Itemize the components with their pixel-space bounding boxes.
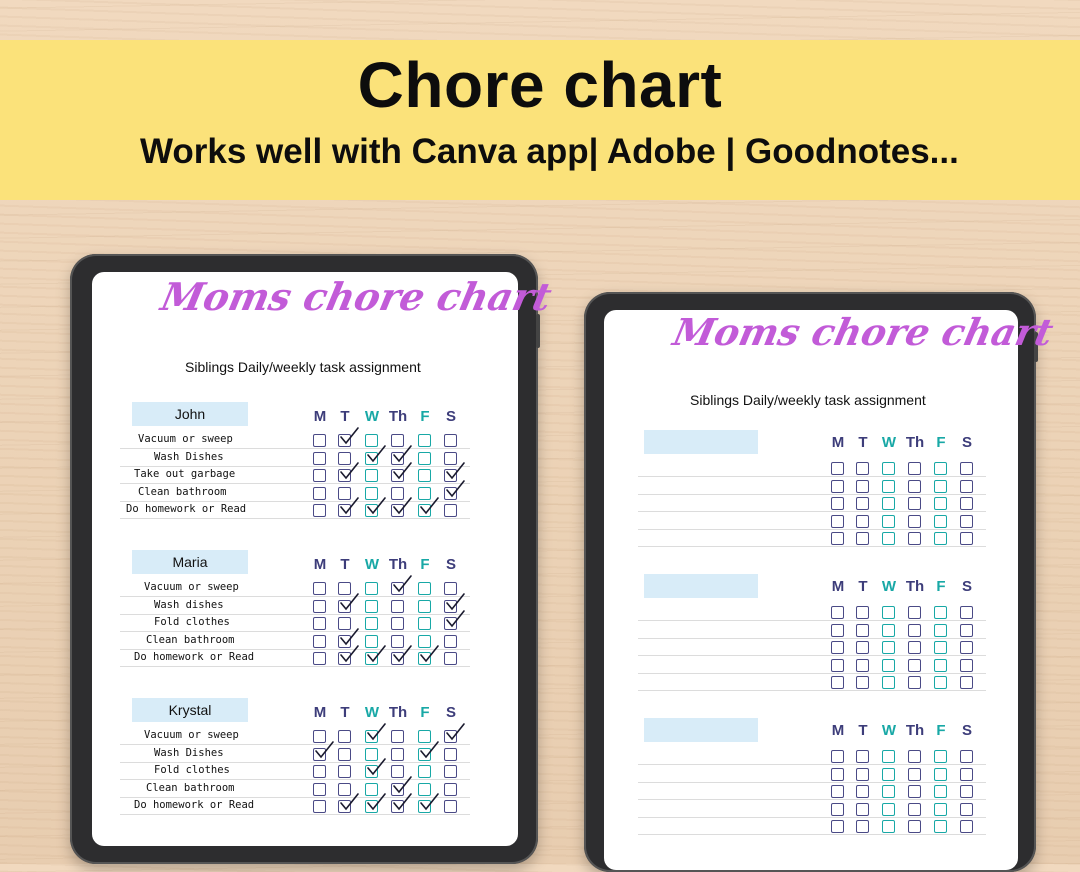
row-divider	[120, 596, 470, 597]
task-checkbox[interactable]	[882, 750, 895, 763]
task-checkbox[interactable]	[391, 600, 404, 613]
task-checkbox[interactable]	[365, 652, 378, 665]
task-checkbox[interactable]	[365, 469, 378, 482]
task-label: Clean bathroom	[138, 485, 227, 498]
task-checkbox[interactable]	[338, 765, 351, 778]
task-checkbox[interactable]	[856, 480, 869, 493]
task-checkbox[interactable]	[313, 600, 326, 613]
task-checkbox[interactable]	[365, 730, 378, 743]
task-checkbox[interactable]	[934, 606, 947, 619]
task-checkbox[interactable]	[313, 504, 326, 517]
task-checkbox[interactable]	[934, 641, 947, 654]
row-divider	[638, 529, 986, 530]
task-checkbox[interactable]	[313, 469, 326, 482]
row-divider	[120, 779, 470, 780]
day-label-w: W	[364, 408, 380, 425]
day-label-t: T	[858, 434, 868, 451]
task-label: Clean bathroom	[146, 781, 235, 794]
task-checkbox[interactable]	[338, 800, 351, 813]
day-label-s: S	[961, 578, 973, 595]
right-tablet	[584, 292, 1058, 872]
day-label-m: M	[313, 704, 327, 721]
task-checkbox[interactable]	[960, 462, 973, 475]
task-checkbox[interactable]	[856, 785, 869, 798]
task-checkbox[interactable]	[908, 497, 921, 510]
row-divider	[638, 834, 986, 835]
row-divider	[120, 631, 470, 632]
task-checkbox[interactable]	[831, 659, 844, 672]
task-checkbox[interactable]	[418, 504, 431, 517]
task-checkbox[interactable]	[831, 624, 844, 637]
task-label: Vacuum or sweep	[138, 433, 233, 445]
task-checkbox[interactable]	[934, 659, 947, 672]
task-checkbox[interactable]	[960, 676, 973, 689]
left-tablet-screen	[92, 272, 556, 846]
task-label: Do homework or Read	[134, 651, 255, 663]
task-checkbox[interactable]	[391, 434, 404, 447]
task-checkbox[interactable]	[960, 785, 973, 798]
task-checkbox[interactable]	[391, 765, 404, 778]
task-checkbox[interactable]	[908, 462, 921, 475]
task-checkbox[interactable]	[444, 434, 457, 447]
title-banner	[0, 40, 1080, 200]
task-checkbox[interactable]	[882, 606, 895, 619]
task-checkbox[interactable]	[444, 748, 457, 761]
task-checkbox[interactable]	[391, 652, 404, 665]
task-checkbox[interactable]	[338, 652, 351, 665]
row-divider	[638, 690, 986, 691]
task-checkbox[interactable]	[831, 803, 844, 816]
task-checkbox[interactable]	[338, 635, 351, 648]
row-divider	[120, 744, 470, 745]
task-checkbox[interactable]	[391, 504, 404, 517]
right-tablet-screen	[604, 310, 1058, 870]
task-checkbox[interactable]	[934, 462, 947, 475]
task-checkbox[interactable]	[444, 487, 457, 500]
task-checkbox[interactable]	[856, 659, 869, 672]
side-button	[536, 314, 540, 348]
task-checkbox[interactable]	[418, 783, 431, 796]
task-checkbox[interactable]	[365, 504, 378, 517]
task-checkbox[interactable]	[418, 469, 431, 482]
task-label: Vacuum or sweep	[144, 581, 239, 593]
task-checkbox[interactable]	[338, 434, 351, 447]
task-checkbox[interactable]	[934, 532, 947, 545]
task-checkbox[interactable]	[908, 606, 921, 619]
task-checkbox[interactable]	[960, 606, 973, 619]
row-divider	[120, 518, 470, 519]
task-checkbox[interactable]	[960, 820, 973, 833]
day-label-t: T	[340, 556, 350, 573]
task-checkbox[interactable]	[338, 600, 351, 613]
day-label-s: S	[445, 556, 457, 573]
task-label: Do homework or Read	[126, 503, 247, 515]
task-checkbox[interactable]	[882, 497, 895, 510]
task-checkbox[interactable]	[444, 469, 457, 482]
task-checkbox[interactable]	[444, 783, 457, 796]
day-label-f: F	[420, 408, 430, 425]
task-checkbox[interactable]	[338, 469, 351, 482]
task-checkbox[interactable]	[934, 820, 947, 833]
day-label-w: W	[881, 434, 897, 451]
task-checkbox[interactable]	[934, 480, 947, 493]
task-checkbox[interactable]	[831, 785, 844, 798]
task-checkbox[interactable]	[908, 676, 921, 689]
day-label-m: M	[313, 556, 327, 573]
task-checkbox[interactable]	[882, 785, 895, 798]
task-checkbox[interactable]	[960, 497, 973, 510]
task-checkbox[interactable]	[391, 800, 404, 813]
task-checkbox[interactable]	[908, 641, 921, 654]
task-checkbox[interactable]	[882, 532, 895, 545]
day-label-f: F	[936, 434, 946, 451]
task-checkbox[interactable]	[391, 452, 404, 465]
task-checkbox[interactable]	[856, 820, 869, 833]
day-label-th: Th	[905, 578, 925, 595]
task-checkbox[interactable]	[444, 635, 457, 648]
day-label-s: S	[961, 434, 973, 451]
day-label-f: F	[936, 722, 946, 739]
task-checkbox[interactable]	[391, 635, 404, 648]
row-divider	[120, 466, 470, 467]
task-checkbox[interactable]	[444, 504, 457, 517]
day-label-th: Th	[905, 434, 925, 451]
task-checkbox[interactable]	[313, 652, 326, 665]
task-checkbox[interactable]	[831, 676, 844, 689]
row-divider	[638, 638, 986, 639]
row-divider	[120, 666, 470, 667]
task-checkbox[interactable]	[444, 765, 457, 778]
day-header-row	[92, 704, 518, 724]
day-label-th: Th	[905, 722, 925, 739]
task-checkbox[interactable]	[831, 497, 844, 510]
task-checkbox[interactable]	[444, 652, 457, 665]
row-divider	[638, 764, 986, 765]
task-checkbox[interactable]	[934, 624, 947, 637]
day-label-s: S	[445, 704, 457, 721]
task-checkbox[interactable]	[444, 730, 457, 743]
task-checkbox[interactable]	[908, 532, 921, 545]
row-divider	[638, 476, 986, 477]
task-checkbox[interactable]	[831, 641, 844, 654]
task-checkbox[interactable]	[418, 617, 431, 630]
task-checkbox[interactable]	[882, 676, 895, 689]
task-checkbox[interactable]	[960, 480, 973, 493]
task-checkbox[interactable]	[444, 600, 457, 613]
task-checkbox[interactable]	[444, 617, 457, 630]
task-checkbox[interactable]	[391, 748, 404, 761]
row-divider	[120, 814, 470, 815]
task-checkbox[interactable]	[365, 582, 378, 595]
task-checkbox[interactable]	[418, 730, 431, 743]
task-checkbox[interactable]	[908, 624, 921, 637]
task-checkbox[interactable]	[960, 768, 973, 781]
day-label-m: M	[831, 722, 845, 739]
task-checkbox[interactable]	[856, 624, 869, 637]
task-checkbox[interactable]	[960, 515, 973, 528]
task-checkbox[interactable]	[338, 504, 351, 517]
task-checkbox[interactable]	[391, 783, 404, 796]
day-label-t: T	[858, 578, 868, 595]
task-checkbox[interactable]	[882, 624, 895, 637]
left-chart-subtitle: Siblings Daily/weekly task assignment	[185, 359, 421, 375]
task-checkbox[interactable]	[934, 803, 947, 816]
task-checkbox[interactable]	[882, 820, 895, 833]
row-divider	[120, 483, 470, 484]
day-label-t: T	[858, 722, 868, 739]
task-checkbox[interactable]	[908, 820, 921, 833]
left-chart-title: Moms chore chart	[157, 274, 556, 319]
task-label: Fold clothes	[154, 764, 230, 776]
day-header-row	[92, 556, 518, 576]
day-label-th: Th	[388, 704, 408, 721]
task-label: Do homework or Read	[134, 799, 255, 811]
row-divider	[120, 762, 470, 763]
task-checkbox[interactable]	[418, 434, 431, 447]
row-divider	[638, 494, 986, 495]
task-checkbox[interactable]	[856, 532, 869, 545]
task-checkbox[interactable]	[365, 434, 378, 447]
row-divider	[638, 511, 986, 512]
task-label: Wash Dishes	[154, 450, 224, 463]
task-label: Wash dishes	[154, 598, 224, 611]
task-checkbox[interactable]	[338, 617, 351, 630]
task-checkbox[interactable]	[934, 768, 947, 781]
task-label: Wash Dishes	[154, 746, 224, 759]
task-checkbox[interactable]	[365, 487, 378, 500]
left-tablet	[70, 254, 556, 864]
task-checkbox[interactable]	[391, 617, 404, 630]
task-checkbox[interactable]	[338, 748, 351, 761]
task-checkbox[interactable]	[338, 730, 351, 743]
task-checkbox[interactable]	[391, 487, 404, 500]
task-checkbox[interactable]	[882, 480, 895, 493]
task-checkbox[interactable]	[313, 452, 326, 465]
task-checkbox[interactable]	[831, 480, 844, 493]
task-checkbox[interactable]	[882, 462, 895, 475]
day-label-w: W	[881, 578, 897, 595]
task-checkbox[interactable]	[856, 515, 869, 528]
row-divider	[638, 799, 986, 800]
task-checkbox[interactable]	[908, 785, 921, 798]
name-box[interactable]: Krystal	[132, 698, 248, 722]
right-chart-title: Moms chore chart	[669, 310, 1058, 354]
task-checkbox[interactable]	[365, 617, 378, 630]
day-label-f: F	[936, 578, 946, 595]
day-label-t: T	[340, 408, 350, 425]
task-checkbox[interactable]	[831, 768, 844, 781]
day-header-row	[604, 578, 1018, 598]
task-checkbox[interactable]	[391, 469, 404, 482]
task-checkbox[interactable]	[882, 515, 895, 528]
task-checkbox[interactable]	[934, 676, 947, 689]
task-checkbox[interactable]	[418, 765, 431, 778]
task-checkbox[interactable]	[313, 783, 326, 796]
task-checkbox[interactable]	[313, 748, 326, 761]
task-checkbox[interactable]	[391, 730, 404, 743]
task-checkbox[interactable]	[313, 635, 326, 648]
task-checkbox[interactable]	[313, 487, 326, 500]
task-checkbox[interactable]	[882, 659, 895, 672]
banner-title: Chore chart	[357, 49, 723, 121]
row-divider	[638, 817, 986, 818]
task-checkbox[interactable]	[313, 800, 326, 813]
day-label-f: F	[420, 556, 430, 573]
task-checkbox[interactable]	[908, 768, 921, 781]
task-checkbox[interactable]	[391, 582, 404, 595]
task-checkbox[interactable]	[831, 750, 844, 763]
task-checkbox[interactable]	[934, 497, 947, 510]
task-checkbox[interactable]	[908, 480, 921, 493]
task-checkbox[interactable]	[882, 768, 895, 781]
row-divider	[120, 501, 470, 502]
task-checkbox[interactable]	[856, 641, 869, 654]
task-checkbox[interactable]	[313, 617, 326, 630]
task-checkbox[interactable]	[418, 635, 431, 648]
task-checkbox[interactable]	[856, 606, 869, 619]
task-checkbox[interactable]	[856, 768, 869, 781]
task-checkbox[interactable]	[444, 452, 457, 465]
task-checkbox[interactable]	[856, 462, 869, 475]
task-checkbox[interactable]	[338, 582, 351, 595]
task-checkbox[interactable]	[882, 803, 895, 816]
row-divider	[638, 655, 986, 656]
task-checkbox[interactable]	[960, 803, 973, 816]
row-divider	[120, 797, 470, 798]
task-label: Fold clothes	[154, 616, 230, 628]
task-checkbox[interactable]	[418, 452, 431, 465]
task-checkbox[interactable]	[960, 624, 973, 637]
day-label-s: S	[961, 722, 973, 739]
day-label-th: Th	[388, 556, 408, 573]
task-checkbox[interactable]	[908, 750, 921, 763]
task-checkbox[interactable]	[934, 750, 947, 763]
task-checkbox[interactable]	[934, 785, 947, 798]
task-checkbox[interactable]	[313, 582, 326, 595]
task-checkbox[interactable]	[831, 515, 844, 528]
day-label-f: F	[420, 704, 430, 721]
task-checkbox[interactable]	[365, 748, 378, 761]
day-label-w: W	[881, 722, 897, 739]
task-checkbox[interactable]	[338, 487, 351, 500]
banner-subtitle: Works well with Canva app| Adobe | Goodnotes...	[140, 132, 959, 171]
day-header-row	[604, 434, 1018, 454]
day-header-row	[92, 408, 518, 428]
row-divider	[638, 673, 986, 674]
day-label-s: S	[445, 408, 457, 425]
day-label-t: T	[340, 704, 350, 721]
task-checkbox[interactable]	[418, 487, 431, 500]
task-checkbox[interactable]	[418, 652, 431, 665]
task-checkbox[interactable]	[882, 641, 895, 654]
day-label-th: Th	[388, 408, 408, 425]
row-divider	[638, 546, 986, 547]
task-checkbox[interactable]	[960, 750, 973, 763]
task-checkbox[interactable]	[960, 659, 973, 672]
task-label: Clean bathroom	[146, 633, 235, 646]
task-checkbox[interactable]	[418, 800, 431, 813]
row-divider	[120, 448, 470, 449]
task-checkbox[interactable]	[831, 462, 844, 475]
task-checkbox[interactable]	[418, 582, 431, 595]
task-checkbox[interactable]	[444, 582, 457, 595]
task-checkbox[interactable]	[960, 532, 973, 545]
task-checkbox[interactable]	[365, 600, 378, 613]
day-label-w: W	[364, 556, 380, 573]
row-divider	[638, 620, 986, 621]
task-checkbox[interactable]	[418, 600, 431, 613]
task-checkbox[interactable]	[365, 635, 378, 648]
task-label: Vacuum or sweep	[144, 729, 239, 741]
task-checkbox[interactable]	[856, 497, 869, 510]
name-box[interactable]: Maria	[132, 550, 248, 574]
task-checkbox[interactable]	[831, 606, 844, 619]
task-checkbox[interactable]	[338, 452, 351, 465]
day-header-row	[604, 722, 1018, 742]
row-divider	[638, 782, 986, 783]
task-checkbox[interactable]	[313, 765, 326, 778]
task-checkbox[interactable]	[418, 748, 431, 761]
task-checkbox[interactable]	[365, 452, 378, 465]
task-checkbox[interactable]	[365, 800, 378, 813]
day-label-m: M	[313, 408, 327, 425]
task-checkbox[interactable]	[365, 765, 378, 778]
task-checkbox[interactable]	[831, 532, 844, 545]
task-checkbox[interactable]	[934, 515, 947, 528]
day-label-w: W	[364, 704, 380, 721]
task-checkbox[interactable]	[908, 659, 921, 672]
row-divider	[120, 614, 470, 615]
name-box[interactable]: John	[132, 402, 248, 426]
task-label: Take out garbage	[134, 468, 236, 480]
task-checkbox[interactable]	[856, 750, 869, 763]
task-checkbox[interactable]	[365, 783, 378, 796]
task-checkbox[interactable]	[313, 730, 326, 743]
day-label-m: M	[831, 434, 845, 451]
task-checkbox[interactable]	[444, 800, 457, 813]
right-chart-subtitle: Siblings Daily/weekly task assignment	[690, 392, 926, 408]
task-checkbox[interactable]	[856, 803, 869, 816]
row-divider	[120, 649, 470, 650]
task-checkbox[interactable]	[856, 676, 869, 689]
task-checkbox[interactable]	[960, 641, 973, 654]
task-checkbox[interactable]	[908, 515, 921, 528]
task-checkbox[interactable]	[908, 803, 921, 816]
task-checkbox[interactable]	[338, 783, 351, 796]
task-checkbox[interactable]	[831, 820, 844, 833]
day-label-m: M	[831, 578, 845, 595]
task-checkbox[interactable]	[313, 434, 326, 447]
